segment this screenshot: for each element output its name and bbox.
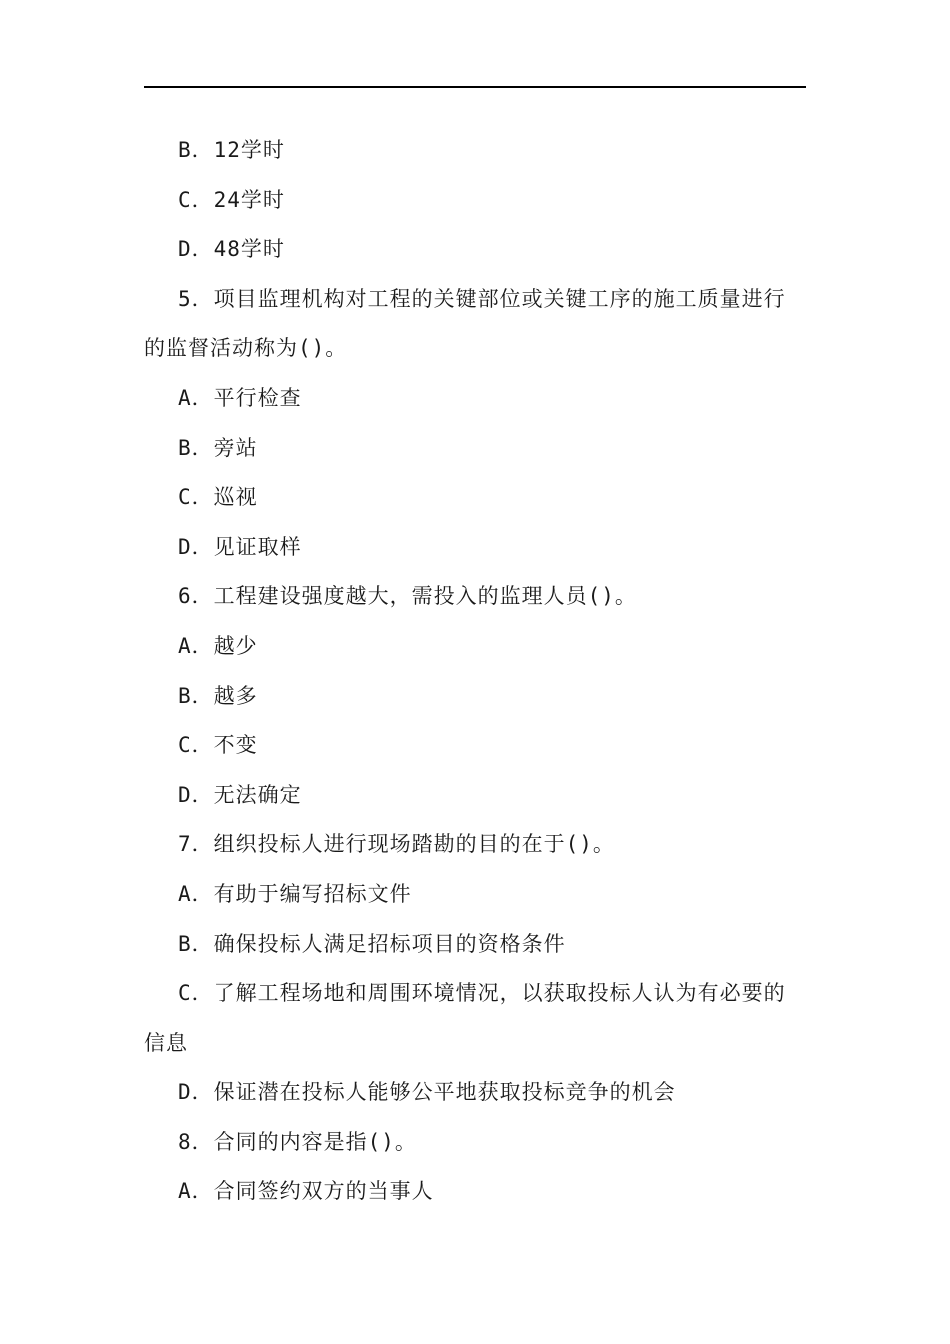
option-d-q7: D．保证潜在投标人能够公平地获取投标竞争的机会 <box>178 1080 676 1105</box>
option-c-q4: C．24学时 <box>178 187 285 212</box>
option-c-q7-line-1: C．了解工程场地和周围环境情况，以获取投标人认为有必要的 <box>178 981 786 1006</box>
option-a-q8: A．合同签约双方的当事人 <box>178 1179 434 1204</box>
option-c-q7-line-2: 信息 <box>144 1030 188 1055</box>
option-a-q5: A．平行检查 <box>178 385 302 410</box>
option-d-q4: D．48学时 <box>178 237 285 262</box>
question-7: 7．组织投标人进行现场踏勘的目的在于()。 <box>178 832 615 857</box>
option-a-q7: A．有助于编写招标文件 <box>178 881 412 906</box>
option-a-q6: A．越少 <box>178 633 258 658</box>
document-body <box>144 126 806 1217</box>
option-d-q5: D．见证取样 <box>178 534 302 559</box>
option-c-q6: C．不变 <box>178 733 258 758</box>
option-b-q6: B．越多 <box>178 683 258 708</box>
header-rule <box>144 86 806 88</box>
question-5-line-2: 的监督活动称为()。 <box>144 336 348 361</box>
option-b-q4: B．12学时 <box>178 138 285 162</box>
question-5-line-1: 5．项目监理机构对工程的关键部位或关键工序的施工质量进行 <box>178 286 786 311</box>
option-b-q5: B．旁站 <box>178 435 258 460</box>
option-c-q5: C．巡视 <box>178 485 258 510</box>
option-d-q6: D．无法确定 <box>178 782 302 807</box>
question-6: 6．工程建设强度越大，需投入的监理人员()。 <box>178 584 637 609</box>
question-8: 8．合同的内容是指()。 <box>178 1129 417 1154</box>
option-b-q7: B．确保投标人满足招标项目的资格条件 <box>178 931 566 956</box>
